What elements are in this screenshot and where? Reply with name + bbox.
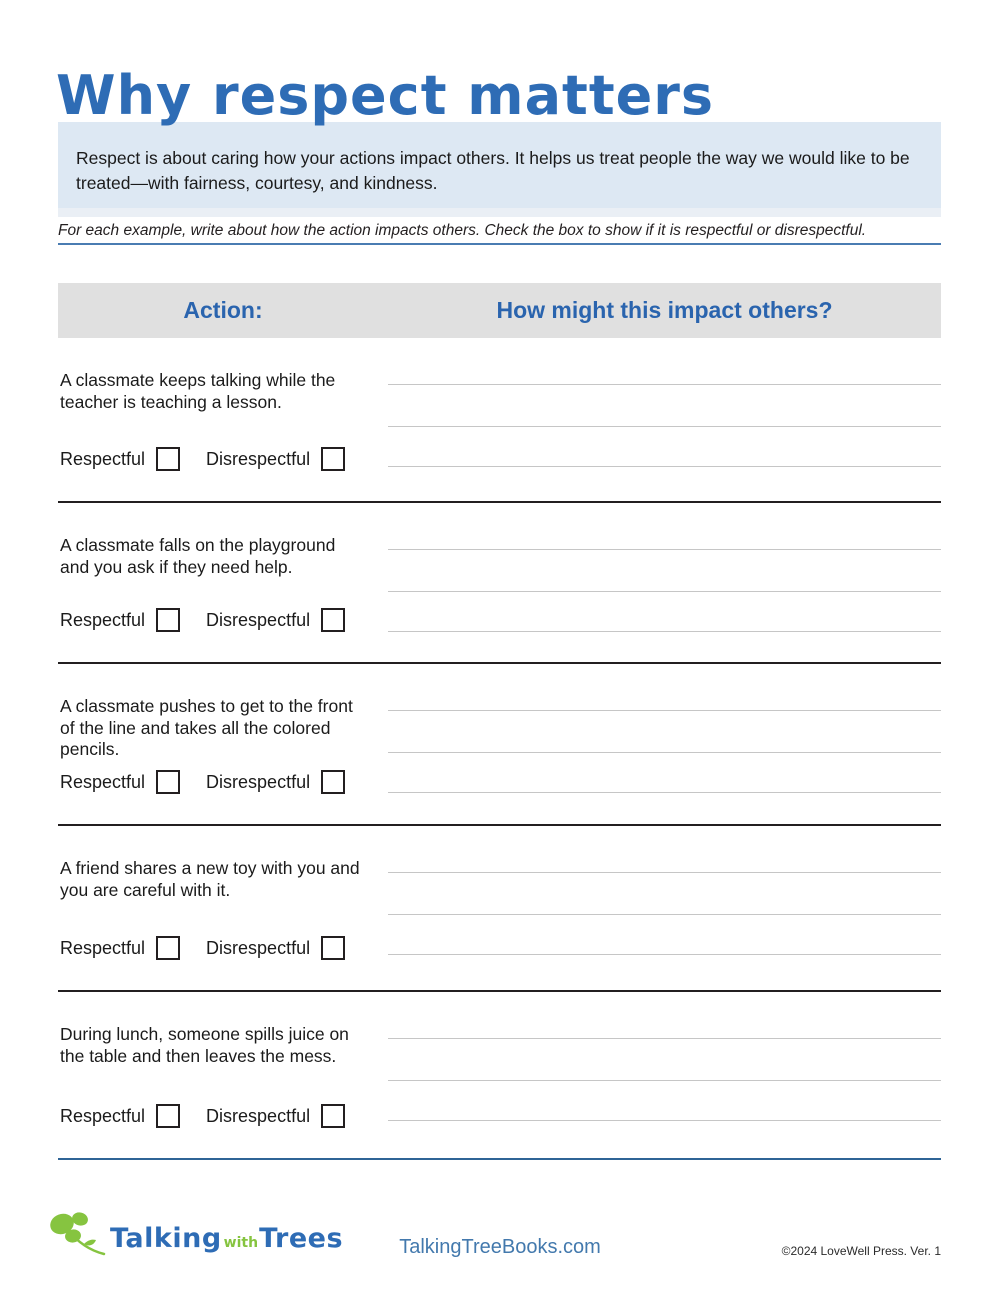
respectful-label: Respectful bbox=[60, 609, 146, 630]
disrespectful-checkbox[interactable] bbox=[321, 608, 345, 632]
table-row bbox=[58, 826, 941, 992]
respectful-checkbox[interactable] bbox=[156, 936, 180, 960]
action-text: A friend shares a new toy with you and you are careful with it. bbox=[60, 858, 360, 900]
action-column bbox=[58, 826, 388, 990]
worksheet-table bbox=[58, 283, 941, 1160]
action-column bbox=[58, 664, 388, 824]
write-line[interactable] bbox=[388, 792, 941, 793]
website-link[interactable]: TalkingTreeBooks.com bbox=[399, 1236, 601, 1258]
disrespectful-label: Disrespectful bbox=[206, 937, 311, 958]
impact-answer-area bbox=[388, 664, 941, 824]
table-row bbox=[58, 503, 941, 664]
table-header-impact: How might this impact others? bbox=[496, 297, 833, 323]
checkbox-row bbox=[60, 936, 345, 960]
action-text: A classmate pushes to get to the front of the line and takes all the colored pencils. bbox=[60, 696, 353, 759]
disrespectful-checkbox[interactable] bbox=[321, 447, 345, 471]
checkbox-row bbox=[60, 1104, 345, 1128]
disrespectful-label: Disrespectful bbox=[206, 771, 311, 792]
write-line[interactable] bbox=[388, 466, 941, 467]
disrespectful-checkbox[interactable] bbox=[321, 770, 345, 794]
impact-answer-area bbox=[388, 503, 941, 662]
respectful-checkbox[interactable] bbox=[156, 1104, 180, 1128]
table-row bbox=[58, 664, 941, 826]
respectful-label: Respectful bbox=[60, 1105, 146, 1126]
intro-text: Respect is about caring how your actions impact others. It helps us treat people the way we would like to be treated—with fairness, courtesy, and kindness. bbox=[76, 148, 910, 193]
write-line[interactable] bbox=[388, 954, 941, 955]
write-line[interactable] bbox=[388, 384, 941, 385]
logo-word-talking: Talking bbox=[110, 1223, 222, 1254]
respectful-label: Respectful bbox=[60, 937, 146, 958]
write-line[interactable] bbox=[388, 591, 941, 592]
logo-word-trees: Trees bbox=[259, 1223, 344, 1254]
impact-answer-area bbox=[388, 338, 941, 501]
write-line[interactable] bbox=[388, 1080, 941, 1081]
write-line[interactable] bbox=[388, 752, 941, 753]
write-line[interactable] bbox=[388, 710, 941, 711]
write-line[interactable] bbox=[388, 549, 941, 550]
respectful-label: Respectful bbox=[60, 771, 146, 792]
write-line[interactable] bbox=[388, 872, 941, 873]
write-line[interactable] bbox=[388, 631, 941, 632]
page-title: Why respect matters bbox=[56, 64, 715, 127]
write-line[interactable] bbox=[388, 1038, 941, 1039]
impact-answer-area bbox=[388, 992, 941, 1158]
action-column bbox=[58, 338, 388, 501]
table-row bbox=[58, 992, 941, 1160]
intro-box-shadow-band bbox=[58, 208, 941, 217]
respectful-checkbox[interactable] bbox=[156, 447, 180, 471]
instructions-text: For each example, write about how the action impacts others. Check the box to show if it is respectful or disrespectful. bbox=[58, 221, 941, 245]
action-text: A classmate keeps talking while the teacher is teaching a lesson. bbox=[60, 370, 336, 412]
disrespectful-checkbox[interactable] bbox=[321, 936, 345, 960]
checkbox-row bbox=[60, 447, 345, 471]
copyright-text: ©2024 LoveWell Press. Ver. 1 bbox=[781, 1244, 941, 1258]
impact-answer-area bbox=[388, 826, 941, 990]
checkbox-row bbox=[60, 770, 345, 794]
table-header-action: Action: bbox=[183, 297, 263, 323]
disrespectful-label: Disrespectful bbox=[206, 609, 311, 630]
action-column bbox=[58, 503, 388, 662]
disrespectful-label: Disrespectful bbox=[206, 448, 311, 469]
table-header-row bbox=[58, 283, 941, 338]
respectful-label: Respectful bbox=[60, 448, 146, 469]
intro-box bbox=[58, 122, 941, 208]
write-line[interactable] bbox=[388, 426, 941, 427]
action-text: During lunch, someone spills juice on the table and then leaves the mess. bbox=[60, 1024, 349, 1066]
action-column bbox=[58, 992, 388, 1158]
table-row bbox=[58, 338, 941, 503]
write-line[interactable] bbox=[388, 914, 941, 915]
respectful-checkbox[interactable] bbox=[156, 770, 180, 794]
checkbox-row bbox=[60, 608, 345, 632]
logo-word-with: with bbox=[223, 1234, 259, 1251]
disrespectful-label: Disrespectful bbox=[206, 1105, 311, 1126]
write-line[interactable] bbox=[388, 1120, 941, 1121]
respectful-checkbox[interactable] bbox=[156, 608, 180, 632]
disrespectful-checkbox[interactable] bbox=[321, 1104, 345, 1128]
action-text: A classmate falls on the playground and you ask if they need help. bbox=[60, 535, 336, 577]
